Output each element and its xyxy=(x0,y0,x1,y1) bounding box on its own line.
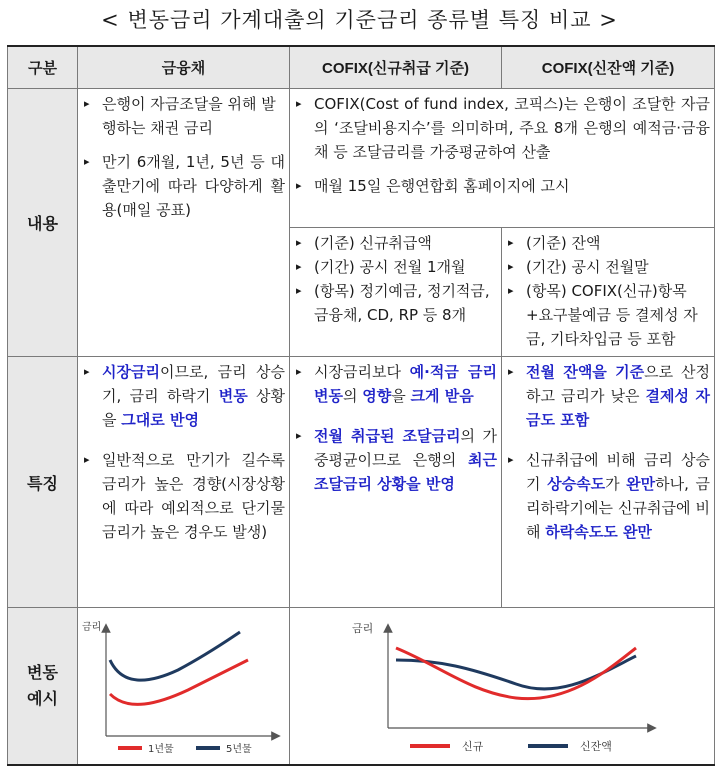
chart1-svg xyxy=(78,608,290,760)
example-row xyxy=(8,608,715,766)
triangle-right-icon: ▸ xyxy=(84,155,90,168)
list-item: ▸ 시장금리보다 예·적금 금리 변동의 영향을 크게 받음 xyxy=(296,360,497,408)
list-item: ▸ 만기 6개월, 1년, 5년 등 대출만기에 따라 다양하게 활용(매일 공표) xyxy=(84,150,285,222)
row-label-content: 내용 xyxy=(8,89,78,357)
chart2-legend-new: 신규 xyxy=(462,740,484,753)
content-cofix-balance xyxy=(502,228,715,357)
triangle-right-icon: ▸ xyxy=(508,365,514,378)
header-category: 구분 xyxy=(8,46,78,89)
header-row xyxy=(8,46,715,89)
list-item: ▸ (기간) 공시 전월말 xyxy=(508,255,710,279)
features-cofix-balance xyxy=(502,357,715,608)
page-title: < 변동금리 가계대출의 기준금리 종류별 특징 비교 > xyxy=(101,8,618,32)
chart1-ylabel: 금리 xyxy=(82,622,102,633)
row-label-example: 변동 예시 xyxy=(8,608,78,766)
list-item: ▸ (기간) 공시 전월 1개월 xyxy=(296,255,497,279)
triangle-right-icon: ▸ xyxy=(296,365,302,378)
header-bank-debenture: 금융채 xyxy=(78,46,290,89)
triangle-right-icon: ▸ xyxy=(296,260,302,273)
list-item: ▸ 은행이 자금조달을 위해 발행하는 채권 금리 xyxy=(84,92,285,140)
list-item: ▸ 전월 취급된 조달금리의 가중평균이므로 은행의 최근 조달금리 상황을 반영 xyxy=(296,424,497,496)
header-cofix-new: COFIX(신규취급 기준) xyxy=(290,46,502,89)
list-item: ▸ COFIX(Cost of fund index, 코픽스)는 은행이 조달한 자금의 ‘조달비용지수’를 의미하며, 주요 8개 은행의 예적금·금융채 등 조달금리를 가중평균하여 산출 xyxy=(296,92,710,164)
content-cofix-new xyxy=(290,228,502,357)
triangle-right-icon: ▸ xyxy=(296,179,302,192)
triangle-right-icon: ▸ xyxy=(296,97,302,110)
chart-cofix xyxy=(290,608,715,766)
chart1-line-1y xyxy=(110,660,248,704)
triangle-right-icon: ▸ xyxy=(508,236,514,249)
features-row xyxy=(8,357,715,608)
triangle-right-icon: ▸ xyxy=(296,284,302,297)
chart2-ylabel: 금리 xyxy=(352,622,374,635)
list-item: ▸ 전월 잔액을 기준으로 산정하고 금리가 낮은 결제성 자금도 포함 xyxy=(508,360,710,432)
row-label-features: 특징 xyxy=(8,357,78,608)
triangle-right-icon: ▸ xyxy=(296,236,302,249)
list-item: ▸ 일반적으로 만기가 길수록 금리가 높은 경향(시장상황에 따라 예외적으로 단기물 금리가 높은 경우도 발생) xyxy=(84,448,285,544)
chart2-legend-balance: 신잔액 xyxy=(580,740,612,753)
list-item: ▸ (항목) COFIX(신규)항목 +요구불예금 등 결제성 자금, 기타차입금 등 포함 xyxy=(508,279,710,351)
chart2-line-new xyxy=(396,648,636,699)
content-row-top xyxy=(8,89,715,228)
list-item: ▸ (기준) 잔액 xyxy=(508,231,710,255)
triangle-right-icon: ▸ xyxy=(508,260,514,273)
chart-bank-debenture xyxy=(78,608,290,766)
list-item: ▸ (항목) 정기예금, 정기적금, 금융채, CD, RP 등 8개 xyxy=(296,279,497,327)
content-bank-debenture xyxy=(78,89,290,357)
list-item: ▸ 신규취급에 비해 금리 상승기 상승속도가 완만하나, 금리하락기에는 신규취급에 비해 하락속도도 완만 xyxy=(508,448,710,544)
list-item: ▸ 매월 15일 은행연합회 홈페이지에 고시 xyxy=(296,174,710,198)
list-item: ▸ (기준) 신규취급액 xyxy=(296,231,497,255)
chart1-legend-1y: 1년물 xyxy=(148,744,174,755)
comparison-table xyxy=(7,45,715,766)
chart2-line-balance xyxy=(396,656,636,689)
content-cofix-common xyxy=(290,89,715,228)
list-item: ▸ 시장금리이므로, 금리 상승기, 금리 하락기 변동 상황을 그대로 반영 xyxy=(84,360,285,432)
triangle-right-icon: ▸ xyxy=(84,365,90,378)
triangle-right-icon: ▸ xyxy=(84,453,90,466)
features-bank-debenture xyxy=(78,357,290,608)
features-cofix-new xyxy=(290,357,502,608)
triangle-right-icon: ▸ xyxy=(296,429,302,442)
chart2-svg xyxy=(290,608,715,760)
triangle-right-icon: ▸ xyxy=(84,97,90,110)
header-cofix-balance: COFIX(신잔액 기준) xyxy=(502,46,715,89)
chart1-legend-5y: 5년물 xyxy=(226,744,252,755)
triangle-right-icon: ▸ xyxy=(508,284,514,297)
triangle-right-icon: ▸ xyxy=(508,453,514,466)
